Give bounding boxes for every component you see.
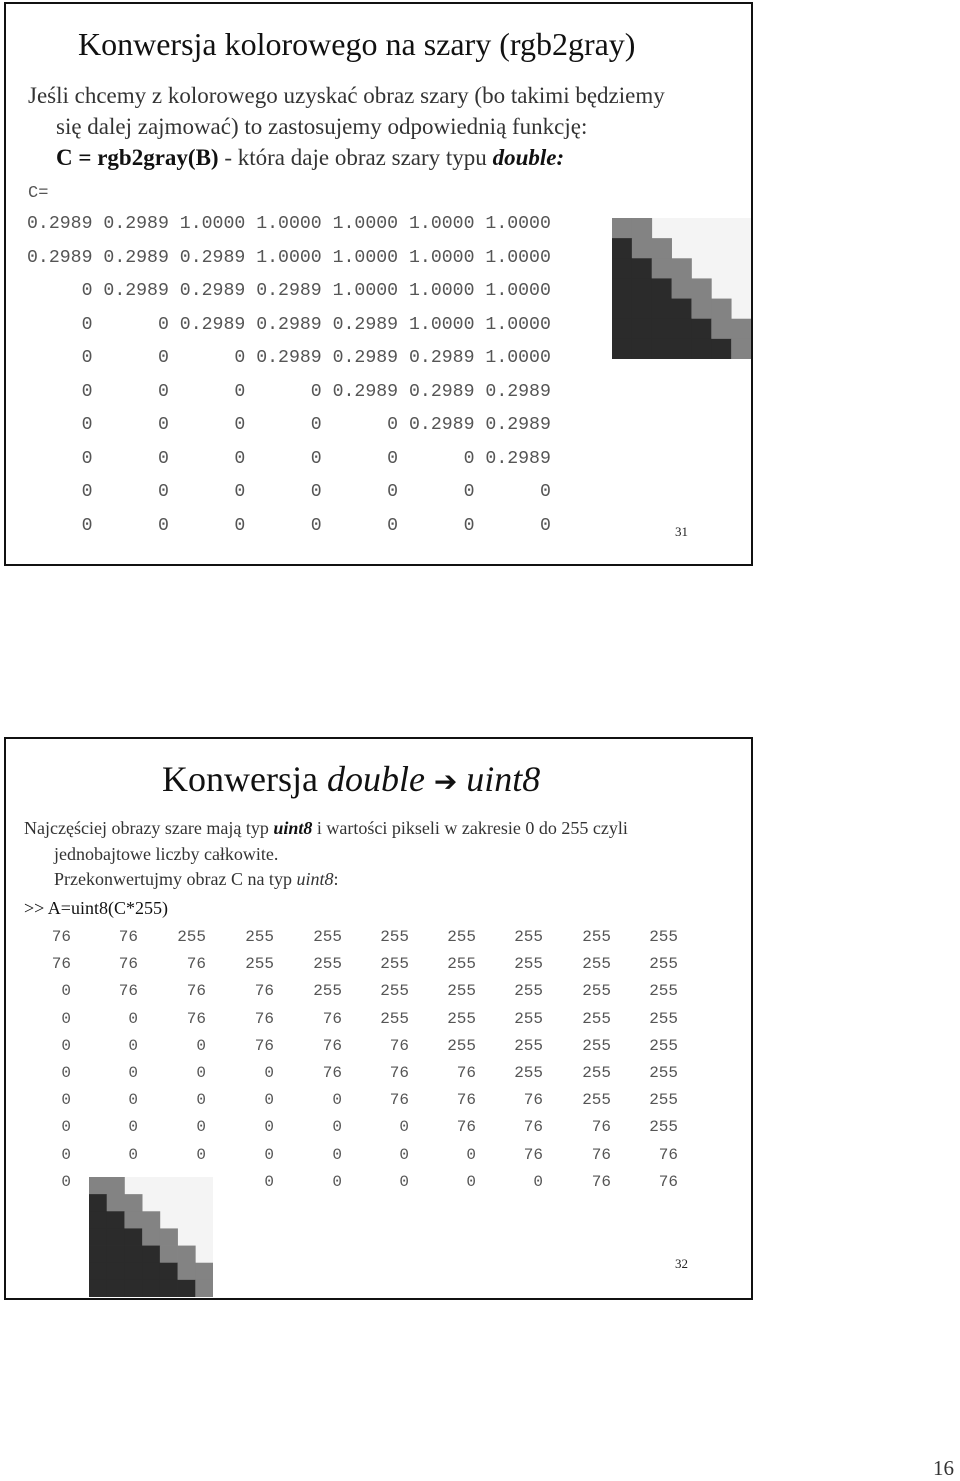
slide1-paragraph-line2: się dalej zajmować) to zastosujemy odpowiednią funkcję: <box>56 114 588 139</box>
matrix-a-cell: 76 <box>523 1091 543 1110</box>
matrix-c-row: 0 0.2989 0.2989 0.2989 1.0000 1.0000 1.0000 <box>27 281 551 301</box>
matrix-a-cell: 0 <box>196 1036 206 1055</box>
image-pixel <box>89 1194 107 1211</box>
slide1-formula-line <box>56 145 564 171</box>
image-pixel <box>672 339 692 359</box>
image-pixel <box>195 1280 213 1297</box>
formula-type: double: <box>492 145 565 170</box>
matrix-a-cell: 0 <box>332 1091 342 1110</box>
image-pixel <box>652 339 672 359</box>
matrix-a-cell: 0 <box>466 1145 476 1164</box>
image-pixel <box>89 1263 107 1280</box>
image-pixel <box>107 1280 125 1297</box>
matrix-a-cell: 76 <box>523 1118 543 1137</box>
matrix-a-cell: 255 <box>514 1036 543 1055</box>
matrix-a-cell: 255 <box>582 928 611 946</box>
matrix-a-cell: 0 <box>61 1009 71 1028</box>
matrix-a-cell: 0 <box>61 982 71 1001</box>
matrix-a-cell: 0 <box>61 1172 71 1191</box>
matrix-a-cell: 0 <box>264 1118 274 1137</box>
grayscale-image-a <box>89 1177 213 1297</box>
matrix-a-cell: 255 <box>514 1009 543 1028</box>
image-pixel <box>107 1194 125 1211</box>
image-pixel <box>612 299 632 320</box>
matrix-a-cell: 255 <box>649 955 678 974</box>
matrix-a-cell: 255 <box>649 1118 678 1137</box>
matrix-a-cell: 76 <box>389 1064 409 1082</box>
matrix-a-cell: 0 <box>61 1145 71 1164</box>
image-pixel <box>89 1280 107 1297</box>
matrix-c-row: 0 0 0 0.2989 0.2989 0.2989 1.0000 <box>27 348 551 368</box>
image-pixel <box>89 1211 107 1228</box>
image-pixel <box>632 218 652 239</box>
image-pixel <box>612 218 632 239</box>
slide2-line1-end: i wartości pikseli w zakresie 0 do 255 czyli <box>312 818 628 838</box>
image-pixel <box>632 299 652 320</box>
matrix-a-cell: 255 <box>313 955 342 974</box>
image-pixel <box>612 319 632 340</box>
matrix-a-cell: 255 <box>447 955 476 974</box>
image-pixel <box>142 1228 160 1245</box>
matrix-a-cell: 76 <box>186 982 206 1001</box>
matrix-a-cell: 255 <box>245 928 274 946</box>
image-pixel <box>160 1280 178 1297</box>
matrix-a-cell: 0 <box>128 1036 138 1055</box>
matrix-a-cell: 76 <box>389 1036 409 1055</box>
slide2-title-uint8: uint8 <box>466 759 541 799</box>
image-pixel <box>89 1246 107 1263</box>
matrix-a-cell: 76 <box>254 982 274 1001</box>
matrix-a-cell: 255 <box>514 1064 543 1082</box>
image-pixel <box>142 1211 160 1228</box>
image-pixel <box>107 1246 125 1263</box>
image-pixel <box>652 299 672 320</box>
matrix-a-cell: 255 <box>649 1036 678 1055</box>
matrix-a-cell: 255 <box>313 982 342 1001</box>
matrix-a-cell: 0 <box>332 1118 342 1137</box>
image-pixel <box>124 1211 142 1228</box>
matrix-label: C= <box>28 184 49 203</box>
image-pixel <box>711 319 731 340</box>
image-pixel <box>107 1228 125 1245</box>
matrix-c-row: 0 0 0 0 0.2989 0.2989 0.2989 <box>27 381 551 402</box>
matrix-a-cell: 255 <box>245 955 274 974</box>
matrix-a-cell: 76 <box>456 1118 476 1137</box>
matrix-a-cell: 76 <box>118 955 138 974</box>
image-pixel <box>652 238 672 259</box>
matrix-a-cell: 255 <box>380 982 409 1001</box>
matrix-a-cell: 0 <box>128 1091 138 1110</box>
image-pixel <box>632 258 652 279</box>
image-pixel <box>711 299 731 320</box>
image-pixel <box>672 278 692 299</box>
matrix-a-cell: 255 <box>582 955 611 974</box>
matrix-a-cell: 0 <box>128 1145 138 1164</box>
matrix-a-cell: 76 <box>118 982 138 1001</box>
matrix-a-cell: 0 <box>61 1118 71 1137</box>
matrix-a-cell: 0 <box>533 1172 543 1191</box>
slide1-title: Konwersja kolorowego na szary (rgb2gray) <box>78 26 636 62</box>
matrix-a-cell: 76 <box>322 1009 342 1028</box>
matrix-a-cell: 0 <box>61 1064 71 1082</box>
matrix-a-cell: 76 <box>658 1145 678 1164</box>
image-pixel <box>632 278 652 299</box>
matrix-a-cell: 0 <box>264 1172 274 1191</box>
matrix-a-cell: 76 <box>254 1036 274 1055</box>
slide2-line3-start: Przekonwertujmy obraz C na typ <box>54 869 297 889</box>
image-pixel <box>731 339 751 359</box>
slide2-line1-type: uint8 <box>273 818 313 838</box>
matrix-a-cell: 0 <box>196 1091 206 1110</box>
matrix-a-cell: 76 <box>591 1145 611 1164</box>
image-pixel <box>632 238 652 259</box>
matrix-a-cell: 0 <box>264 1091 274 1110</box>
slide2-page-number: 32 <box>675 1256 688 1271</box>
slide2-paragraph-line2: jednobajtowe liczby całkowite. <box>54 844 279 864</box>
grayscale-image-c <box>612 218 751 359</box>
matrix-c-row: 0.2989 0.2989 0.2989 1.0000 1.0000 1.0000 1.0000 <box>27 247 551 268</box>
matrix-a-cell: 255 <box>649 1091 678 1110</box>
matrix-a-cell: 0 <box>332 1172 342 1191</box>
matrix-a-cell: 255 <box>313 928 342 946</box>
image-pixel <box>691 319 711 340</box>
image-pixel <box>124 1194 142 1211</box>
image-pixel <box>672 258 692 279</box>
image-pixel <box>691 299 711 320</box>
matrix-a-cell: 76 <box>456 1091 476 1110</box>
matrix-a-cell: 255 <box>514 928 543 946</box>
matrix-a-cell: 76 <box>591 1172 611 1191</box>
matrix-a-cell: 76 <box>658 1172 678 1191</box>
matrix-a-cell: 255 <box>177 928 206 946</box>
matrix-c-row: 0 0 0 0 0 0.2989 0.2989 <box>27 415 551 435</box>
image-pixel <box>107 1263 125 1280</box>
matrix-a-cell: 255 <box>582 1064 611 1082</box>
matrix-a-cell: 0 <box>196 1064 206 1082</box>
slide2-command: >> A=uint8(C*255) <box>24 898 168 918</box>
matrix-a-cell: 255 <box>447 1036 476 1055</box>
slide1-paragraph-line1: Jeśli chcemy z kolorowego uzyskać obraz szary (bo takimi będziemy <box>28 83 665 108</box>
matrix-a-cell: 255 <box>514 955 543 974</box>
matrix-a-cell: 255 <box>649 1009 678 1028</box>
matrix-a-cell: 255 <box>649 982 678 1001</box>
matrix-a-cell: 255 <box>380 955 409 974</box>
matrix-a-cell: 76 <box>591 1118 611 1137</box>
image-pixel <box>107 1211 125 1228</box>
formula-description: - która daje obraz szary typu <box>218 145 493 170</box>
slide2-line1-start: Najczęściej obrazy szare mają typ <box>24 818 274 838</box>
image-pixel <box>691 278 711 299</box>
image-pixel <box>178 1263 196 1280</box>
matrix-a-cell: 0 <box>128 1009 138 1028</box>
image-pixel <box>178 1280 196 1297</box>
image-pixel <box>195 1263 213 1280</box>
slide2-paragraph-line1 <box>24 818 628 839</box>
matrix-a-cell: 0 <box>264 1145 274 1164</box>
matrix-a-cell: 255 <box>582 1091 611 1110</box>
matrix-a-cell: 255 <box>582 1036 611 1055</box>
image-pixel <box>652 258 672 279</box>
matrix-c-row: 0 0 0.2989 0.2989 0.2989 1.0000 1.0000 <box>27 314 551 335</box>
matrix-a-cell: 255 <box>380 928 409 946</box>
matrix-a-cell: 255 <box>649 928 678 946</box>
matrix-a-cell: 76 <box>322 1064 342 1082</box>
page-corner-number: 16 <box>933 1456 954 1480</box>
image-pixel <box>731 319 751 340</box>
image-pixel <box>89 1177 107 1194</box>
image-pixel <box>711 339 731 359</box>
image-pixel <box>142 1263 160 1280</box>
matrix-a-cell: 76 <box>118 928 138 946</box>
slide2-line3-type: uint8 <box>296 869 334 889</box>
image-pixel <box>612 339 632 359</box>
image-pixel <box>124 1280 142 1297</box>
matrix-a-cell: 76 <box>523 1145 543 1164</box>
image-pixel <box>124 1246 142 1263</box>
matrix-a-cell: 255 <box>447 928 476 946</box>
slide2-paragraph-line3 <box>54 869 338 890</box>
image-pixel <box>178 1246 196 1263</box>
matrix-a-cell: 255 <box>447 1009 476 1028</box>
matrix-c-row: 0 0 0 0 0 0 0.2989 <box>27 448 551 469</box>
matrix-a-cell: 255 <box>582 1009 611 1028</box>
matrix-a-cell: 0 <box>399 1172 409 1191</box>
slide2-title-double: double <box>326 759 425 799</box>
matrix-a-cell: 76 <box>186 955 206 974</box>
matrix-a-cell: 0 <box>332 1145 342 1164</box>
matrix-a-cell: 255 <box>582 982 611 1001</box>
matrix-a-cell: 0 <box>196 1145 206 1164</box>
image-pixel <box>632 339 652 359</box>
matrix-c-row: 0 0 0 0 0 0 0 <box>27 515 551 536</box>
matrix-c-row: 0.2989 0.2989 1.0000 1.0000 1.0000 1.0000 1.0000 <box>27 214 551 234</box>
matrix-c-row: 0 0 0 0 0 0 0 <box>27 482 551 502</box>
matrix-a-cell: 76 <box>254 1009 274 1028</box>
matrix-a-cell: 76 <box>186 1009 206 1028</box>
matrix-a-cell: 76 <box>389 1091 409 1110</box>
image-pixel <box>142 1280 160 1297</box>
image-pixel <box>160 1228 178 1245</box>
matrix-a-cell: 0 <box>128 1064 138 1082</box>
image-pixel <box>107 1177 125 1194</box>
image-pixel <box>652 278 672 299</box>
matrix-a-cell: 0 <box>196 1118 206 1137</box>
image-pixel <box>652 319 672 340</box>
image-pixel <box>632 319 652 340</box>
image-pixel <box>612 278 632 299</box>
image-pixel <box>612 238 632 259</box>
image-pixel <box>612 258 632 279</box>
matrix-a-cell: 0 <box>264 1064 274 1082</box>
matrix-a-cell: 255 <box>447 982 476 1001</box>
slide2-title-text: Konwersja <box>162 759 327 799</box>
matrix-a-cell: 76 <box>51 955 71 974</box>
matrix-a-cell: 255 <box>514 982 543 1001</box>
image-pixel <box>691 339 711 359</box>
matrix-a-cell: 0 <box>466 1172 476 1191</box>
matrix-a-cell: 0 <box>399 1118 409 1137</box>
image-pixel <box>89 1228 107 1245</box>
slide2-line3-end: : <box>333 869 339 889</box>
image-pixel <box>160 1246 178 1263</box>
image-pixel <box>672 299 692 320</box>
slide2-title <box>162 758 540 800</box>
matrix-a-cell: 0 <box>128 1118 138 1137</box>
image-pixel <box>142 1246 160 1263</box>
matrix-a-cell: 255 <box>649 1064 678 1082</box>
matrix-a-cell: 255 <box>380 1009 409 1028</box>
image-pixel <box>672 319 692 340</box>
matrix-a-cell: 76 <box>51 928 71 946</box>
image-pixel <box>124 1228 142 1245</box>
matrix-a-cell: 0 <box>399 1145 409 1164</box>
arrow-right-icon: ➔ <box>424 765 467 798</box>
matrix-a-cell: 76 <box>322 1036 342 1055</box>
matrix-a-cell: 0 <box>61 1091 71 1110</box>
matrix-a-cell: 0 <box>61 1036 71 1055</box>
image-pixel <box>124 1263 142 1280</box>
matrix-a-cell: 76 <box>456 1064 476 1082</box>
image-pixel <box>160 1263 178 1280</box>
slide1-page-number: 31 <box>675 524 688 539</box>
formula-code: C = rgb2gray(B) <box>56 145 219 170</box>
